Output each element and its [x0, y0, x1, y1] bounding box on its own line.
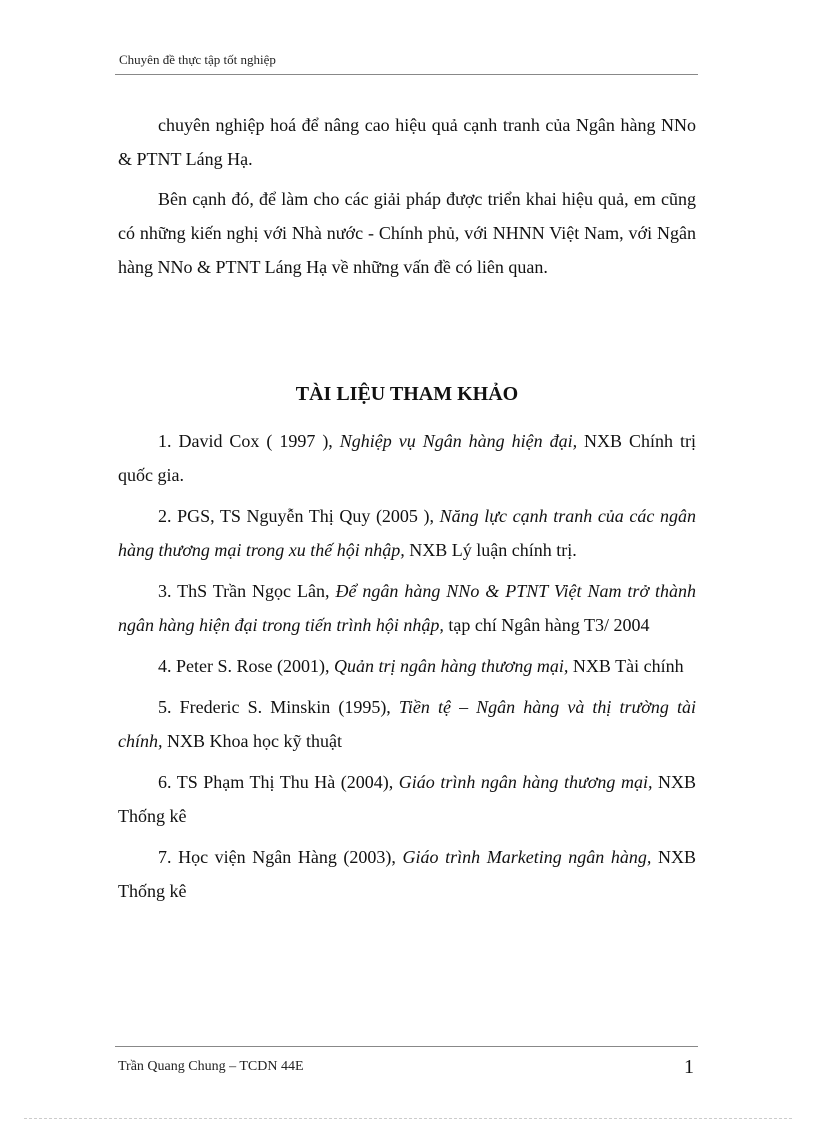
header-divider [115, 74, 698, 75]
reference-tail: NXB Thống kê [118, 772, 696, 826]
reference-title: Giáo trình ngân hàng thương mại, [398, 772, 653, 792]
paragraph-text: chuyên nghiệp hoá để nâng cao hiệu quả cạnh tranh của Ngân hàng NNo & PTNT Láng Hạ. [118, 115, 696, 169]
reference-item-7 [118, 840, 696, 908]
reference-lead: 5. Frederic S. Minskin (1995), [158, 697, 399, 717]
reference-lead: 6. TS Phạm Thị Thu Hà (2004), [158, 772, 399, 792]
reference-tail: NXB Tài chính [568, 656, 684, 676]
reference-title: Tiền tệ – Ngân hàng và thị trường tài chính, [118, 697, 696, 751]
reference-tail: NXB Lý luận chính trị. [404, 540, 577, 560]
reference-title: Để ngân hàng NNo & PTNT Việt Nam trở thành ngân hàng hiện đại trong tiến trình hội nhập, [118, 581, 696, 635]
reference-title: Quản trị ngân hàng thương mại, [333, 656, 569, 676]
reference-lead: 7. Học viện Ngân Hàng (2003), [158, 847, 403, 867]
reference-item-3 [118, 574, 696, 642]
reference-lead: 2. PGS, TS Nguyễn Thị Quy (2005 ), [158, 506, 440, 526]
reference-title: Giáo trình Marketing ngân hàng, [402, 847, 652, 867]
footer-author: Trần Quang Chung – TCDN 44E [118, 1059, 304, 1074]
reference-item-2 [118, 499, 696, 567]
body-paragraph-1 [118, 108, 696, 176]
reference-lead: 1. David Cox ( 1997 ), [158, 431, 340, 451]
references-heading: TÀI LIỆU THAM KHẢO [295, 383, 519, 405]
page-bottom-edge [24, 1118, 792, 1119]
paragraph-text: Bên cạnh đó, để làm cho các giải pháp được triển khai hiệu quả, em cũng có những kiến nghị với Nhà nước - Chính phủ, với NHNN Việt Nam, với Ngân hàng NNo & PTNT Láng Hạ về những vấn đề có liên quan. [118, 189, 696, 277]
reference-lead: 3. ThS Trần Ngọc Lân, [158, 581, 336, 601]
reference-tail: tạp chí Ngân hàng T3/ 2004 [443, 615, 650, 635]
reference-title: Năng lực cạnh tranh của các ngân hàng thương mại trong xu thế hội nhập, [118, 506, 696, 560]
references-list [118, 424, 696, 915]
reference-item-6 [118, 765, 696, 833]
footer-divider [115, 1046, 698, 1047]
reference-item-4 [118, 649, 696, 683]
reference-tail: NXB Khoa học kỹ thuật [162, 731, 342, 751]
body-paragraph-2 [118, 182, 696, 284]
reference-tail: NXB Thống kê [118, 847, 696, 901]
page-header: Chuyên đề thực tập tốt nghiệp [119, 52, 276, 67]
reference-item-5 [118, 690, 696, 758]
reference-tail: NXB Chính trị quốc gia. [118, 431, 696, 485]
reference-item-1 [118, 424, 696, 492]
reference-lead: 4. Peter S. Rose (2001), [158, 656, 334, 676]
page-number: 1 [684, 1056, 694, 1078]
reference-title: Nghiệp vụ Ngân hàng hiện đại, [339, 431, 578, 451]
